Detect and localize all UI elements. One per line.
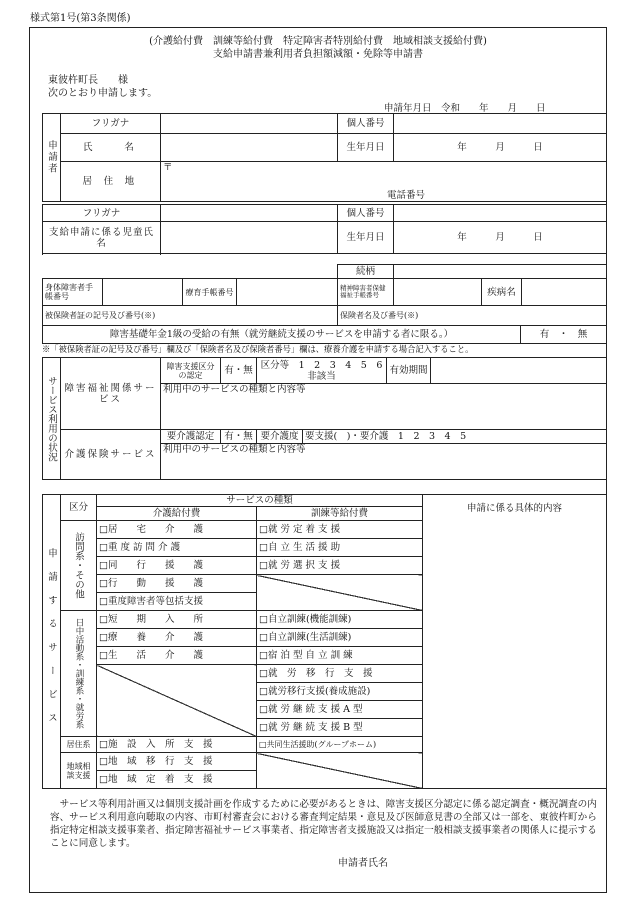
pension-choice[interactable] — [521, 326, 607, 344]
nicchu-kunren-4[interactable]: □就労移行支援(養成施設) — [257, 683, 423, 701]
addressee: 東彼杵町長 様 — [48, 75, 128, 86]
houmon-kunren-1[interactable]: □自 立 生 活 援 助 — [257, 539, 423, 557]
nicchu-kaigo-2[interactable]: □生 活 介 護 — [97, 647, 257, 665]
mynumber-boxes[interactable] — [394, 114, 607, 134]
nicchu-kunren-6[interactable]: □就 労 継 続 支 援 B 型 — [257, 719, 423, 737]
nicchu-kunren-3[interactable]: □就 労 移 行 支 援 — [257, 665, 423, 683]
care-nintei-label: 要介護認定 — [161, 430, 221, 444]
application-date: 申請年月日 令和 年 月 日 — [384, 103, 546, 114]
name-label: 氏 名 — [61, 134, 161, 162]
address-field[interactable] — [161, 162, 607, 202]
houmon-empty-slash — [257, 575, 423, 611]
nicchu-kunren-5[interactable]: □就 労 継 続 支 援 A 型 — [257, 701, 423, 719]
physical-handbook-label: 身体障害者手帳番号 — [43, 279, 103, 306]
care-levels[interactable]: 要支援( )・要介護 1 2 3 4 5 — [303, 430, 607, 444]
relation-table — [337, 264, 607, 279]
kubun-umu[interactable]: 有・無 — [221, 358, 257, 384]
pension-no[interactable]: 無 — [577, 329, 588, 340]
insurance-note: ※「被保険者証の記号及び番号」欄及び「保険者名及び保険者番号」欄は、療養介護を申請する場合記入すること。 — [42, 344, 474, 354]
kyoju-kaigo[interactable]: □施 設 入 所 支 援 — [97, 737, 257, 753]
applicant-table — [42, 113, 607, 202]
kikan-field[interactable] — [431, 358, 607, 384]
form-title-line2: 支給申請書兼利用者負担額減額・免除等申請書 — [213, 49, 423, 60]
ryoiku-handbook-label: 療育手帳番号 — [183, 279, 237, 306]
pension-label: 障害基礎年金1級の受給の有無（就労継続支援のサービスを申請する者に限る。） — [43, 326, 521, 344]
form-title-line1: (介護給付費 訓練等給付費 特定障害者特別給付費 地域相談支援給付費) — [149, 36, 487, 47]
usage-table — [42, 357, 607, 480]
signature-label: 申請者氏名 — [338, 858, 388, 869]
houmon-kaigo-3[interactable]: □行 動 援 護 — [97, 575, 257, 593]
houmon-kaigo-4[interactable]: □重度障害者等包括支援 — [97, 593, 257, 611]
services-table — [42, 494, 607, 789]
applicant-section-label: 申請者 — [43, 114, 61, 202]
houmon-kaigo-0[interactable]: □居 宅 介 護 — [97, 521, 257, 539]
houmon-kaigo-2[interactable]: □同 行 援 護 — [97, 557, 257, 575]
child-name-label: 支給申請に係る児童氏名 — [43, 222, 161, 254]
kunren-header: 訓練等給付費 — [257, 507, 423, 521]
kubun-nintei-label: 障害支援区分の認定 — [161, 358, 221, 384]
handbook-table — [42, 278, 607, 306]
houmon-label: 訪問系・その他 — [61, 521, 97, 611]
service-type-header: サービスの種類 — [97, 495, 423, 507]
houmon-kunren-2[interactable]: □就 労 選 択 支 援 — [257, 557, 423, 575]
furigana-label: フリガナ — [61, 114, 161, 134]
chiiki-empty-slash — [257, 753, 423, 789]
welfare-detail[interactable]: 利用中のサービスの種類と内容等 — [161, 384, 607, 430]
consent-text: サービス等利用計画又は個別支援計画を作成するために必要があるときは、障害支援区分認定に係る認定調査・概況調査の内容、サービス利用意向聴取の内容、市町村審査会における審査判定結果・意見及び医師意見書の全部又は一部を、東彼杵町から指定特定相談支援事業者、指定障害福祉サービス事業者、指定障害者支援施設又は指定一般相談支援事業者の関係人に提示することに同意します。 — [50, 799, 597, 849]
kubun-levels[interactable] — [257, 358, 387, 384]
mental-handbook-label: 精神障害者保健福祉手帳番号 — [338, 279, 394, 306]
ryoiku-handbook-field[interactable] — [237, 279, 338, 306]
nicchu-kaigo-1[interactable]: □療 養 介 護 — [97, 629, 257, 647]
specific-content-header: 申請に係る具体的内容 — [467, 503, 563, 514]
child-mynumber-boxes[interactable] — [394, 205, 607, 222]
postal-mark: 〒 — [163, 162, 173, 173]
pension-sep: ・ — [558, 329, 569, 340]
disease-label: 疾病名 — [482, 279, 522, 306]
kubun-levels-text: 区分等 1 2 3 4 5 6 — [260, 359, 383, 371]
furigana-field[interactable] — [161, 114, 338, 134]
pension-yes[interactable]: 有 — [539, 329, 550, 340]
services-section-label: 申請するサービス — [43, 495, 61, 789]
child-mynumber-label: 個人番号 — [338, 205, 394, 222]
child-furigana-field[interactable] — [161, 205, 338, 222]
signature-field[interactable] — [395, 852, 585, 866]
chiiki-item-0[interactable]: □地 域 移 行 支 援 — [97, 753, 257, 771]
kaigo-header: 介護給付費 — [97, 507, 257, 521]
dob-field[interactable]: 年 月 日 — [394, 134, 607, 162]
child-furigana-label: フリガナ — [43, 205, 161, 222]
nicchu-kunren-1[interactable]: □自立訓練(生活訓練) — [257, 629, 423, 647]
child-dob-field[interactable]: 年 月 日 — [394, 222, 607, 254]
nicchu-kaigo-0[interactable]: □短 期 入 所 — [97, 611, 257, 629]
houmon-kunren-0[interactable]: □就 労 定 着 支 援 — [257, 521, 423, 539]
insurer-label[interactable]: 保険者名及び番号(※) — [338, 306, 607, 326]
child-table — [42, 204, 607, 254]
nicchu-label: 日中活動系・訓練系・就労系 — [61, 611, 97, 737]
care-degree-label: 要介護度 — [257, 430, 303, 444]
child-name-field[interactable] — [161, 222, 338, 254]
address-label: 居 住 地 — [61, 162, 161, 202]
dob-label: 生年月日 — [338, 134, 394, 162]
form-frame — [29, 27, 607, 893]
mental-handbook-field[interactable] — [394, 279, 482, 306]
pension-table — [42, 325, 607, 344]
kyoju-label: 居住系 — [61, 737, 97, 753]
name-field[interactable] — [161, 134, 338, 162]
mynumber-label: 個人番号 — [338, 114, 394, 134]
kikan-label: 有効期間 — [387, 358, 431, 384]
relation-field[interactable] — [394, 265, 607, 279]
disease-field[interactable] — [522, 279, 607, 306]
form-number: 様式第1号(第3条関係) — [30, 13, 131, 24]
insurance-card-label[interactable]: 被保険者証の記号及び番号(※) — [43, 306, 338, 326]
welfare-service-label: 障害福祉関係サービス — [61, 358, 161, 430]
relation-label: 続柄 — [338, 265, 394, 279]
care-detail[interactable]: 利用中のサービスの種類と内容等 — [161, 444, 607, 480]
chiiki-label: 地域相談支援 — [61, 753, 97, 789]
specific-content-field[interactable] — [423, 495, 607, 789]
intro-text: 次のとおり申請します。 — [48, 88, 158, 99]
kubun-header: 区分 — [61, 495, 97, 521]
nicchu-kunren-0[interactable]: □自立訓練(機能訓練) — [257, 611, 423, 629]
physical-handbook-field[interactable] — [103, 279, 183, 306]
nicchu-empty-slash — [97, 665, 257, 737]
nicchu-kunren-2[interactable]: □宿 泊 型 自 立 訓 練 — [257, 647, 423, 665]
kubun-hitaito: 非該当 — [307, 370, 336, 382]
child-dob-label: 生年月日 — [338, 222, 394, 254]
usage-section-label: サービス利用の状況 — [43, 358, 61, 480]
kyoju-kunren[interactable]: □共同生活援助(グループホーム) — [257, 737, 423, 753]
care-umu[interactable]: 有・無 — [221, 430, 257, 444]
phone-label: 電話番号 — [387, 190, 426, 201]
chiiki-item-1[interactable]: □地 域 定 着 支 援 — [97, 771, 257, 789]
care-service-label: 介護保険サービス — [61, 430, 161, 480]
insurance-table — [42, 305, 607, 326]
houmon-kaigo-1[interactable]: □重 度 訪 問 介 護 — [97, 539, 257, 557]
